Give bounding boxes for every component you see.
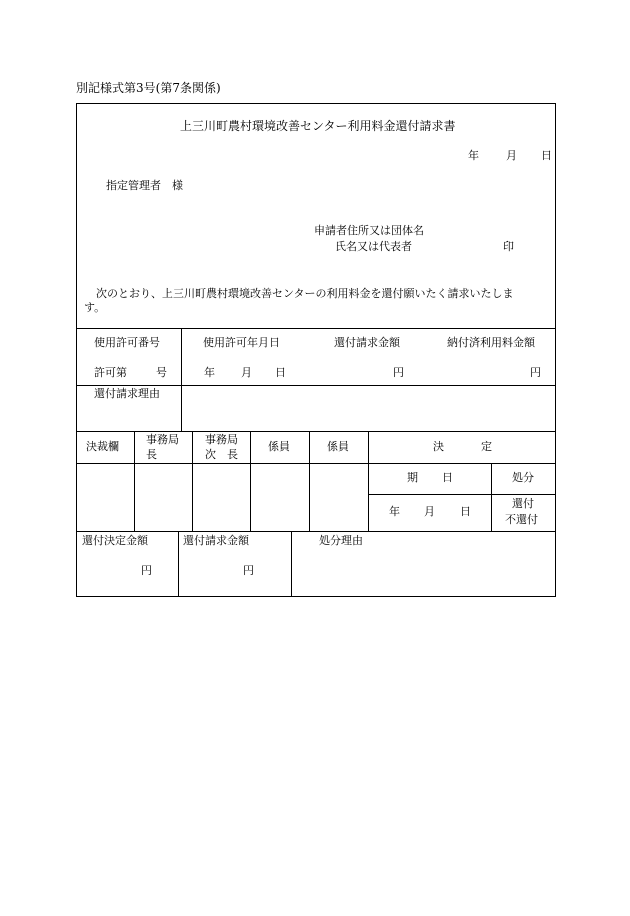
disposition-reason-label: 処分理由 bbox=[319, 534, 363, 547]
decision-label-char2: 定 bbox=[481, 440, 492, 453]
divider bbox=[181, 328, 182, 431]
no-refund-option: 不還付 bbox=[505, 513, 538, 526]
period-label-char2: 日 bbox=[442, 471, 453, 484]
disposition-label: 処分 bbox=[512, 471, 534, 484]
date-day-label: 日 bbox=[541, 149, 552, 162]
staff1-label: 係員 bbox=[268, 440, 290, 453]
permit-date-day: 日 bbox=[275, 366, 286, 379]
header-refund-amount: 還付請求金額 bbox=[334, 336, 400, 349]
body-text-line1: 次のとおり、上三川町農村環境改善センターの利用料金を還付願いたく請求いたしま bbox=[96, 287, 514, 300]
permit-date-year: 年 bbox=[204, 366, 215, 379]
form-label: 別記様式第3号(第7条関係) bbox=[76, 81, 221, 95]
divider bbox=[491, 463, 492, 531]
body-text-line2: す。 bbox=[84, 301, 106, 314]
applicant-name-label: 氏名又は代表者 bbox=[335, 240, 412, 253]
deputy-label-line1: 事務局 bbox=[205, 433, 238, 446]
decision-label-char1: 決 bbox=[433, 440, 444, 453]
seal-mark: 印 bbox=[503, 240, 514, 253]
divider bbox=[76, 531, 556, 532]
divider bbox=[192, 431, 193, 531]
divider bbox=[76, 385, 556, 386]
requested-amount-yen: 円 bbox=[243, 564, 254, 577]
divider bbox=[309, 431, 310, 531]
permit-suffix: 号 bbox=[156, 366, 167, 379]
period-label-char1: 期 bbox=[407, 471, 418, 484]
date-year-label: 年 bbox=[468, 149, 479, 162]
divider bbox=[76, 328, 556, 329]
header-permit-number: 使用許可番号 bbox=[94, 336, 160, 349]
divider bbox=[368, 494, 556, 495]
divider bbox=[134, 431, 135, 531]
decision-year: 年 bbox=[389, 505, 400, 518]
header-paid-amount: 納付済利用料金額 bbox=[447, 336, 535, 349]
staff2-label: 係員 bbox=[327, 440, 349, 453]
director-label-line1: 事務局 bbox=[146, 433, 179, 446]
document-title: 上三川町農村環境改善センター利用料金還付請求書 bbox=[180, 119, 456, 133]
divider bbox=[178, 531, 179, 597]
requested-amount-label: 還付請求金額 bbox=[183, 534, 249, 547]
addressee: 指定管理者 様 bbox=[106, 179, 183, 192]
divider bbox=[76, 463, 556, 464]
permit-prefix: 許可第 bbox=[94, 366, 127, 379]
form-frame bbox=[76, 103, 556, 597]
divider bbox=[368, 431, 369, 531]
decided-amount-label: 還付決定金額 bbox=[82, 534, 148, 547]
refund-option: 還付 bbox=[512, 497, 534, 510]
reason-label: 還付請求理由 bbox=[94, 387, 160, 400]
deputy-label-line2: 次 長 bbox=[205, 448, 238, 461]
divider bbox=[291, 531, 292, 597]
permit-date-month: 月 bbox=[241, 366, 252, 379]
header-permit-date: 使用許可年月日 bbox=[203, 336, 280, 349]
divider bbox=[76, 431, 556, 432]
refund-yen: 円 bbox=[393, 366, 404, 379]
decision-month: 月 bbox=[424, 505, 435, 518]
decided-amount-yen: 円 bbox=[141, 564, 152, 577]
paid-yen: 円 bbox=[530, 366, 541, 379]
applicant-address-label: 申請者住所又は団体名 bbox=[314, 224, 424, 237]
approval-label: 決裁欄 bbox=[86, 440, 119, 453]
decision-day: 日 bbox=[460, 505, 471, 518]
director-label-line2: 長 bbox=[146, 448, 157, 461]
date-month-label: 月 bbox=[506, 149, 517, 162]
divider bbox=[250, 431, 251, 531]
